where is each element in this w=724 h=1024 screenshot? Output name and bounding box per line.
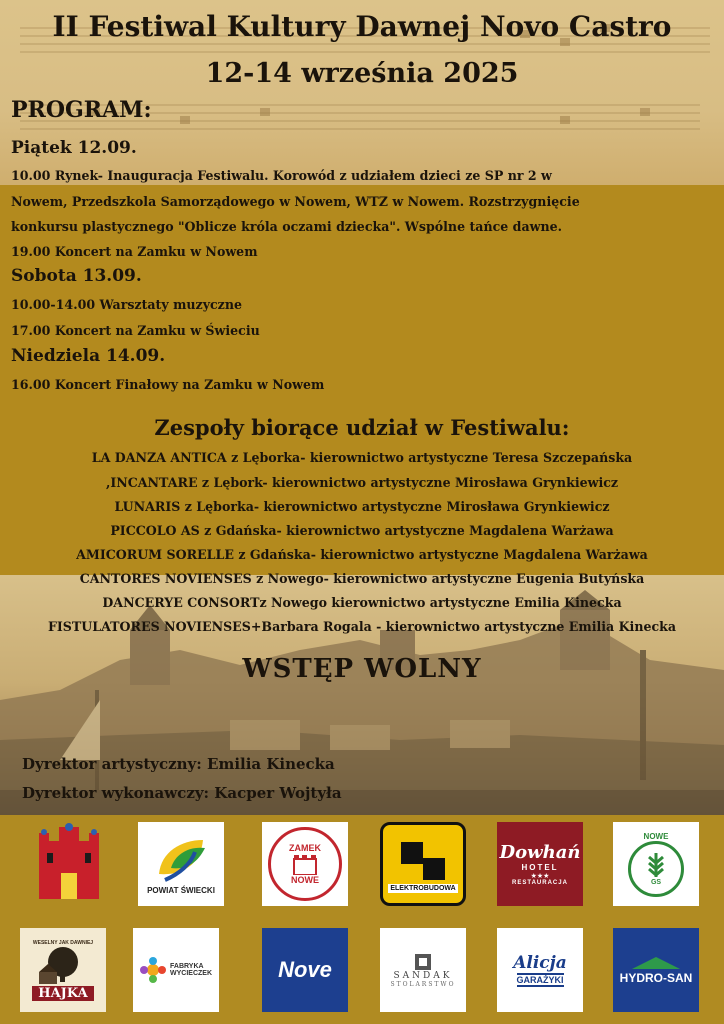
event-line: 17.00 Koncert na Zamku w Świeciu (11, 323, 260, 338)
sandak-logo (380, 928, 466, 1012)
ensemble-item: FISTULATORES NOVIENSES+Barbara Rogala - kierownictwo artystyczne Emilia Kinecka (47, 619, 677, 634)
free-admission: WSTĘP WOLNY (242, 654, 482, 684)
hajka-logo (20, 928, 106, 1012)
castle-crest-icon (31, 823, 107, 905)
artistic-director: Dyrektor artystyczny: Emilia Kinecka (22, 755, 335, 773)
sandak-mark-icon (414, 953, 432, 971)
castle-icon (290, 853, 320, 875)
wheat-icon (641, 851, 671, 879)
day-sunday: Niedziela 14.09. (11, 346, 166, 366)
zamek-circle-icon (268, 827, 342, 901)
dowhan-hotel: HOTEL (521, 863, 559, 872)
dowhan-hotel-logo (497, 822, 583, 906)
dowhan-name: Dowhań (499, 842, 581, 863)
fabryka-label-1: FABRYKA (170, 963, 204, 970)
leaf-emblem-icon (151, 834, 211, 886)
program-heading: PROGRAM: (11, 97, 152, 123)
festival-dates: 12-14 września 2025 (205, 58, 519, 89)
hydro-san-logo (613, 928, 699, 1012)
event-line: 16.00 Koncert Finałowy na Zamku w Nowem (11, 377, 325, 392)
zamek-bottom-label: NOWE (291, 875, 319, 885)
tree-house-icon (33, 946, 93, 986)
hajka-label: HAJKA (32, 986, 93, 1001)
event-line: Nowem, Przedszkola Samorządowego w Nowem, WTZ w Nowem. Rozstrzygnięcie (11, 194, 580, 209)
dowhan-stars-icon: ★★★ (530, 872, 550, 880)
dowhan-restaurant: RESTAURACJA (512, 880, 568, 886)
sandak-label: SANDAK (393, 970, 453, 981)
gs-top-label: NOWE (643, 831, 669, 841)
ensemble-item: DANCERYE CONSORTz Nowego kierownictwo artystyczne Emilia Kinecka (102, 595, 622, 610)
powiat-label: POWIAT ŚWIECKI (147, 885, 215, 895)
elektro-label: ELEKTROBUDOWA (390, 884, 456, 892)
roof-icon (628, 955, 684, 971)
day-friday: Piątek 12.09. (11, 138, 137, 158)
fabryka-wycieczek-logo (133, 928, 219, 1012)
gs-nowe-logo (613, 822, 699, 906)
event-line: 10.00-14.00 Warsztaty muzyczne (11, 297, 243, 312)
sun-flower-icon (140, 957, 166, 983)
hydro-san-label: HYDRO-SAN (619, 971, 693, 985)
alicja-label: Alicja (513, 953, 567, 973)
zamek-top-label: ZAMEK (289, 843, 321, 853)
gs-mark: GS (650, 879, 662, 886)
ensemble-item: AMICORUM SORELLE z Gdańska- kierownictwo artystyczne Magdalena Warżawa (76, 547, 648, 562)
ensemble-item: PICCOLO AS z Gdańska- kierownictwo artystyczne Magdalena Warżawa (110, 523, 614, 538)
ensemble-item: ,INCANTARE z Lębork- kierownictwo artystyczne Mirosława Grynkiewicz (105, 475, 619, 490)
ensemble-item: LA DANZA ANTICA z Lęborka- kierownictwo artystyczne Teresa Szczepańska (91, 450, 633, 465)
zamek-nowe-logo (262, 822, 348, 906)
alicja-garazyki-logo (497, 928, 583, 1012)
ensembles-heading: Zespoły biorące udział w Festiwalu: (154, 415, 570, 440)
elektro-mark-icon (393, 836, 453, 884)
fabryka-label-2: WYCIECZEK (170, 970, 212, 977)
hajka-arc-label: WESELNY JAK DAWNIEJ (32, 939, 94, 946)
festival-title: II Festiwal Kultury Dawnej Novo Castro (52, 10, 672, 43)
ensemble-item: LUNARIS z Lęborka- kierownictwo artystyczne Mirosława Grynkiewicz (114, 499, 610, 514)
executive-director: Dyrektor wykonawczy: Kacper Wojtyła (22, 784, 342, 802)
event-line: 19.00 Koncert na Zamku w Nowem (11, 244, 258, 259)
day-saturday: Sobota 13.09. (11, 266, 142, 286)
powiat-swiecki-logo (138, 822, 224, 906)
wheat-circle-icon (628, 841, 684, 897)
garazyki-label: GARAŻYKI (516, 975, 564, 985)
nove-logo (262, 928, 348, 1012)
ensemble-item: CANTORES NOVIENSES z Nowego- kierownictwo artystyczne Eugenia Butyńska (79, 571, 645, 586)
event-line: konkursu plastycznego "Oblicze króla oczami dziecka". Wspólne tańce dawne. (11, 219, 563, 234)
nowe-coat-of-arms-logo (26, 822, 112, 906)
event-line: 10.00 Rynek- Inauguracja Festiwalu. Korowód z udziałem dzieci ze SP nr 2 w (11, 168, 552, 183)
sandak-sub: STOLARSTWO (390, 980, 456, 988)
elektrobudowa-logo (380, 822, 466, 906)
nove-label: Nove (278, 957, 332, 982)
